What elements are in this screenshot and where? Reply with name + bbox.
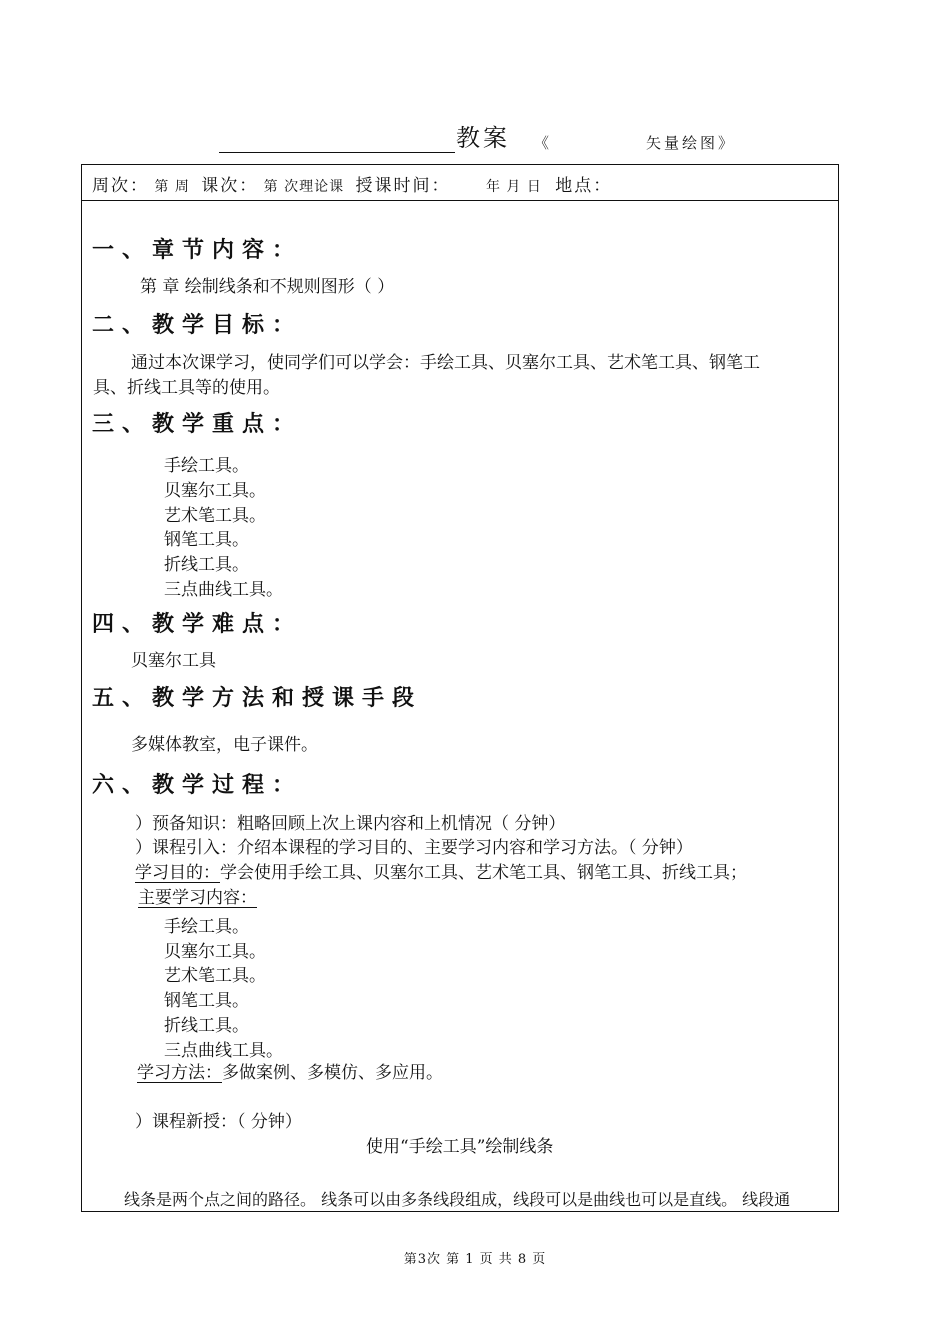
section-2-heading: 二、教学目标：	[92, 313, 303, 338]
learning-method	[137, 1061, 443, 1086]
learning-goal-label: 学习目的：	[135, 863, 220, 883]
content-item: 三点曲线工具。	[164, 1041, 283, 1061]
course-title	[534, 132, 736, 153]
chapter-text: 第 章 绘制线条和不规则图形（ ）	[140, 277, 395, 297]
learning-method-label: 学习方法：	[137, 1063, 222, 1083]
content-item: 艺术笔工具。	[164, 966, 266, 986]
open-bracket: 《	[534, 134, 553, 152]
time-value: 年 月 日	[485, 179, 542, 195]
section-6-heading: 六、教学过程：	[92, 773, 303, 798]
week-value: 第 周	[154, 179, 190, 195]
content-item: 钢笔工具。	[164, 991, 249, 1011]
time-label: 授课时间：	[355, 176, 451, 196]
lesson-value: 第 次理论课	[263, 179, 345, 195]
week-label: 周次：	[92, 176, 149, 196]
course-intro: ）课程引入：介绍本课程的学习目的、主要学习内容和学习方法。（ 分钟）	[135, 838, 693, 858]
section-3-heading: 三、教学重点：	[92, 412, 303, 437]
difficulty-text: 贝塞尔工具	[131, 651, 216, 671]
new-lesson: ）课程新授：（ 分钟）	[135, 1112, 302, 1132]
content-paragraph: 线条是两个点之间的路径。 线条可以由多条线段组成，线段可以是曲线也可以是直线。 线段通	[124, 1190, 791, 1209]
method-text: 多媒体教室，电子课件。	[131, 735, 318, 755]
place-label: 地点：	[555, 176, 613, 196]
page-title: 教案	[456, 124, 510, 152]
lesson-label: 课次：	[201, 176, 259, 196]
goal-line-2: 具、折线工具等的使用。	[93, 378, 280, 398]
content-item: 折线工具。	[164, 1016, 249, 1036]
key-point-item: 艺术笔工具。	[164, 506, 266, 526]
section-1-heading: 一、章节内容：	[92, 238, 303, 263]
prep-knowledge: ）预备知识：粗略回顾上次上课内容和上机情况（ 分钟）	[135, 814, 566, 834]
main-content-label: 主要学习内容：	[138, 888, 257, 908]
content-item: 贝塞尔工具。	[164, 942, 266, 962]
key-point-item: 贝塞尔工具。	[164, 481, 266, 501]
key-point-item: 钢笔工具。	[164, 530, 249, 550]
info-row	[92, 171, 612, 196]
learning-goal	[135, 861, 747, 886]
content-item: 手绘工具。	[164, 917, 249, 937]
key-point-item: 手绘工具。	[164, 456, 249, 476]
goal-line-1: 通过本次课学习，使同学们可以学会：手绘工具、贝塞尔工具、艺术笔工具、钢笔工	[131, 353, 760, 373]
learning-method-text: 多做案例、多模仿、多应用。	[222, 1063, 443, 1083]
section-4-heading: 四、教学难点：	[92, 612, 303, 637]
title-underline	[219, 152, 455, 153]
info-row-divider	[81, 200, 839, 201]
key-point-item: 三点曲线工具。	[164, 580, 283, 600]
section-5-heading: 五、教学方法和授课手段	[92, 686, 423, 711]
key-point-item: 折线工具。	[164, 555, 249, 575]
page-footer: 第3次 第 1 页 共 8 页	[403, 1252, 547, 1267]
learning-goal-text: 学会使用手绘工具、贝塞尔工具、艺术笔工具、钢笔工具、折线工具；	[220, 863, 747, 883]
lesson-subtitle: 使用“手绘工具”绘制线条	[366, 1137, 554, 1157]
course-name: 矢量绘图》	[646, 134, 737, 152]
